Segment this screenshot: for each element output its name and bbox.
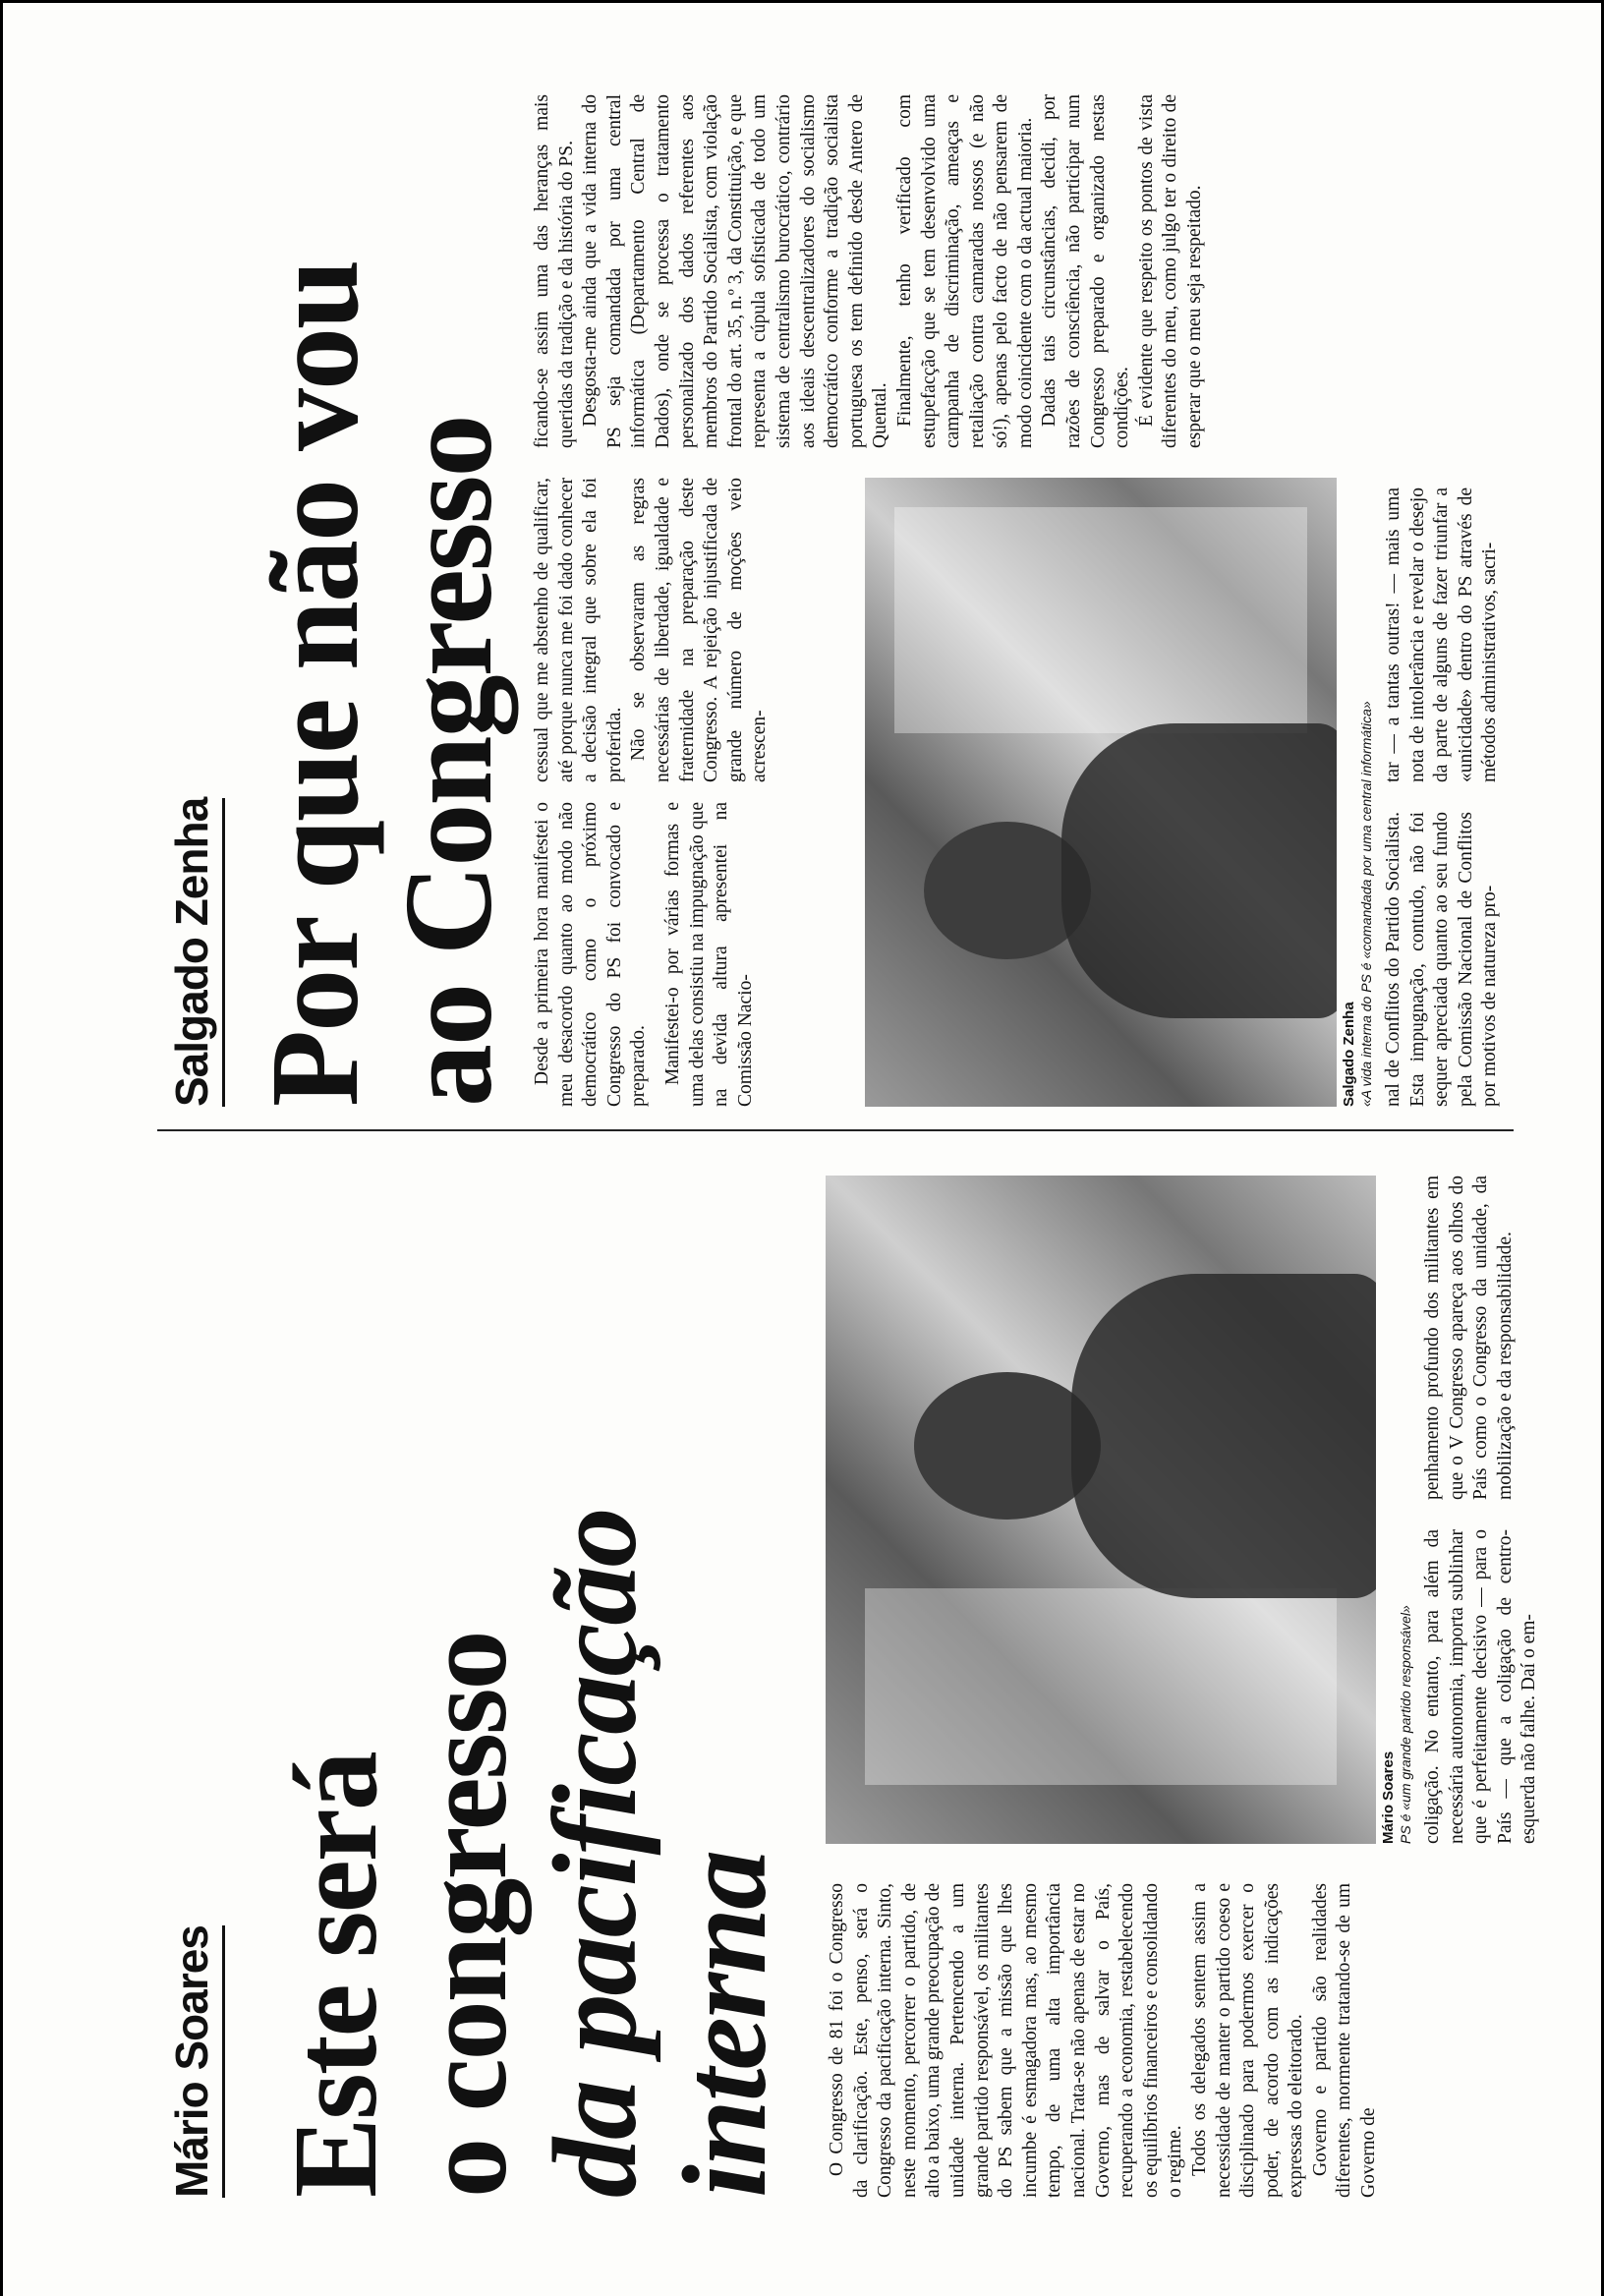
photo-mario-soares xyxy=(826,1176,1376,1844)
paragraph: Todos os delegados sentem assim a necessidade de manter o partido coeso e disciplinado para podermos exercer o poder, de acordo com as indicações expressas do eleitorado. xyxy=(1188,1883,1307,2198)
article-column-2 xyxy=(531,478,773,782)
paragraph: É evidente que respeito os pontos de vista diferentes do meu, como julgo ter o direito de esperar que o meu seja respeitado. xyxy=(1135,94,1206,448)
photo-caption-text: PS é «um grande partido responsável» xyxy=(1398,1605,1413,1844)
paragraph: cessual que me abstenho de qualificar, até porque nunca me foi dado conhecer a decisão integral que sobre ela foi proferida. xyxy=(532,478,625,782)
paragraph: nal de Conflitos do Partido Socialista. Esta impugnação, contudo, não foi sequer apreciada quanto ao seu fundo pela Comissão Nacional de Conflitos por motivos de natureza pro- xyxy=(1383,812,1501,1107)
column-divider xyxy=(157,1129,1514,1131)
paragraph: coligação. No entanto, para além da necessária autonomia, importa sublinhar que é perfeitamente decisivo — para o País — que a coligação de centro-esquerda não falhe. Daí o em- xyxy=(1422,1529,1540,1844)
paragraph: Desgosta-me ainda que a vida interna do PS seja comandada por uma central informática (Departamento Central de Dados), onde se processa o tratamento personalizado dos dados referentes aos membros do Partido Socialista, com violação frontal do art. 35, n.º 3, da Constituição, e que representa a cúpula sofisticada de todo um sistema de centralismo burocrático, contrário aos ideais descentralizadores do socialismo democrático conforme a tradição socialista portuguesa os tem definido desde Antero de Quental. xyxy=(580,94,891,448)
paragraph: tar — a tantas outras! — mais uma nota de intolerância e revelar o desejo da parte de alguns de fazer triunfar a «unicidade» dentro do PS através de métodos administrativos, sacri- xyxy=(1383,488,1501,782)
paragraph: Governo e partido são realidades diferentes, mormente tratando-se de um Governo de xyxy=(1309,1883,1380,2198)
headline-line-1: Por que não vou xyxy=(245,260,384,1107)
author-byline: Mário Soares xyxy=(165,1925,225,2198)
paragraph: ficando-se assim uma das heranças mais queridas da tradição e da história do PS. xyxy=(532,94,577,448)
newspaper-clipping xyxy=(157,75,1540,2198)
headline-line-2: o congresso xyxy=(399,1632,532,2198)
photo-caption-text: «A vida interna do PS é «comandada por uma central informática» xyxy=(1358,701,1374,1107)
scan-top-edge xyxy=(0,0,1604,3)
article-column-1 xyxy=(531,802,758,1107)
article-column-5 xyxy=(1382,488,1503,782)
paragraph: Não se observaram as regras necessárias de liberdade, igualdade e fraternidade na preparação deste Congresso. A rejeição injustificada de grande número de moções veio acrescen- xyxy=(628,478,771,782)
photo-salgado-zenha xyxy=(865,478,1337,1107)
article-column-2 xyxy=(1421,1529,1542,1844)
headline-line-4: interna xyxy=(659,1851,791,2198)
paragraph: Dadas tais circunstâncias, decidi, por razões de consciência, não participar num Congresso preparado e organizado nestas condições. xyxy=(1039,94,1133,448)
headline-line-1: Este será xyxy=(269,1752,402,2198)
paragraph: Finalmente, tenho verificado com estupefacção que se tem desenvolvido uma campanha de discriminação, ameaças e retaliação contra camaradas nossos (e não só!), apenas pelo facto de não pensarem de modo coincidente com o da actual maioria. xyxy=(893,94,1036,448)
photo-caption-name: Salgado Zenha xyxy=(1341,1002,1357,1107)
paragraph: O Congresso de 81 foi o Congresso da clarificação. Este, penso, será o Congresso da pacificação interna. Sinto, neste momento, percorrer o partido, de alto a baixo, uma grande preocupação de unidade interna. Pertencendo a um grande partido responsável, os militantes do PS sabem que a missão que lhes incumbe é esmagadora mas, ao mesmo tempo, de uma alta importância nacional. Trata-se não apenas de estar no Governo, mas de salvar o País, recuperando a economia, restabelecendo os equilíbrios financeiros e consolidando o regime. xyxy=(827,1883,1186,2198)
article-column-3 xyxy=(531,94,1208,448)
article-column-4 xyxy=(1382,812,1503,1107)
paragraph: penhamento profundo dos militantes em que o V Congresso apareça aos olhos do País como o Congresso da unidade, da mobilização e da responsabilidade. xyxy=(1422,1176,1516,1500)
paragraph: Manifestei-o por várias formas e uma delas consistiu na impugnação que na devida altura apresentei na Comissão Nacio- xyxy=(661,802,756,1107)
photo-caption-name: Mário Soares xyxy=(1380,1751,1397,1844)
article-column-1 xyxy=(826,1883,1382,2198)
paragraph: Desde a primeira hora manifestei o meu desacordo quanto ao modo não democrático como o próximo Congresso do PS foi convocado e preparado. xyxy=(532,802,650,1107)
author-byline: Salgado Zenha xyxy=(165,798,225,1107)
scan-left-edge xyxy=(0,0,3,2296)
headline-line-2: ao Congresso xyxy=(378,416,518,1107)
headline-line-3: da pacificação xyxy=(529,1509,661,2198)
article-soares xyxy=(157,1156,1540,2198)
article-column-3 xyxy=(1421,1176,1518,1500)
article-zenha xyxy=(157,75,1514,1107)
